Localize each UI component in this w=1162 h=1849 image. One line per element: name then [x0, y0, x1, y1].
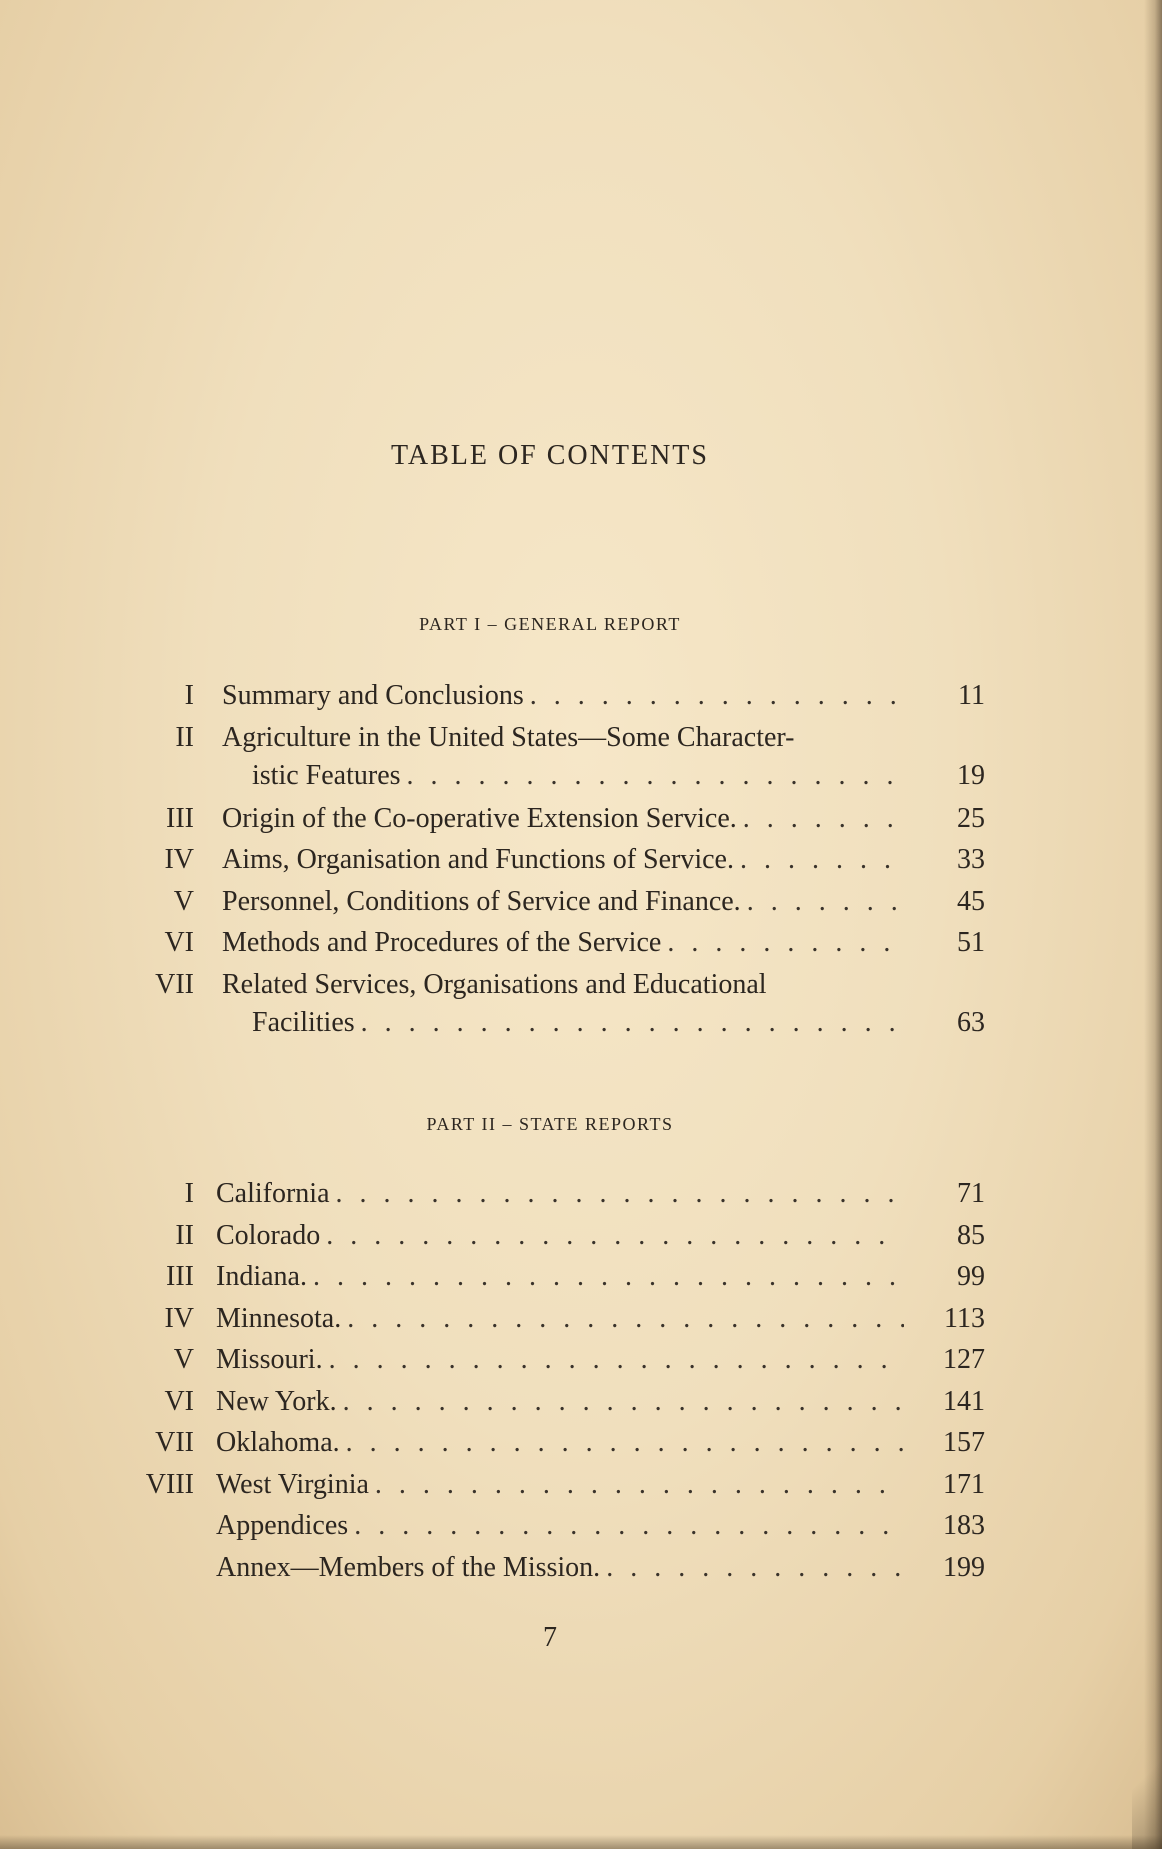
- page-number: 19: [957, 759, 985, 791]
- dot-leader: [743, 803, 904, 835]
- toc-entry[interactable]: [0, 844, 1162, 886]
- part1-heading: PART I – GENERAL REPORT: [419, 614, 681, 634]
- chapter-number: VI: [164, 1385, 194, 1417]
- page-number: 85: [957, 1219, 985, 1251]
- toc-entry[interactable]: [0, 1303, 1162, 1345]
- page-number: 71: [957, 1178, 985, 1209]
- chapter-number: I: [184, 680, 194, 711]
- chapter-title: Annex—Members of the Mission.: [216, 1551, 601, 1583]
- chapter-title: Origin of the Co-operative Extension Service.: [222, 802, 737, 834]
- dot-leader: [346, 1427, 904, 1459]
- page-number: 157: [943, 1427, 985, 1458]
- dot-leader: [530, 680, 904, 712]
- chapter-title: New York.: [216, 1385, 337, 1417]
- page-footer-number: 7: [543, 1622, 557, 1653]
- chapter-number: II: [175, 1219, 194, 1251]
- toc-entry[interactable]: [0, 969, 1162, 1050]
- toc-entry[interactable]: [0, 1178, 1162, 1220]
- chapter-title: Missouri.: [216, 1344, 323, 1375]
- page-number: 33: [957, 844, 985, 875]
- chapter-number: IV: [164, 1302, 194, 1334]
- dot-leader: [336, 1178, 904, 1210]
- chapter-title-line2: Facilities: [252, 1006, 355, 1038]
- page-number: 171: [943, 1468, 985, 1500]
- toc-entry[interactable]: [0, 680, 1162, 722]
- dot-leader: [407, 760, 904, 792]
- page-number: 127: [943, 1344, 985, 1375]
- part1-toc: [0, 680, 1162, 1050]
- dot-leader: [667, 927, 904, 959]
- page-number: 99: [957, 1261, 985, 1292]
- dot-leader: [326, 1220, 904, 1252]
- page-number: 11: [958, 680, 985, 711]
- chapter-title-line1: Agriculture in the United States—Some Character-: [222, 721, 795, 753]
- toc-entry[interactable]: [0, 886, 1162, 928]
- chapter-title: Methods and Procedures of the Service: [222, 927, 662, 958]
- dot-leader: [740, 844, 904, 876]
- toc-entry[interactable]: [0, 1552, 1162, 1594]
- dot-leader: [343, 1386, 904, 1418]
- part2-heading: PART II – STATE REPORTS: [426, 1114, 674, 1134]
- dot-leader: [313, 1261, 904, 1293]
- chapter-title: Colorado: [216, 1219, 321, 1251]
- page-corner-fold: [1132, 1729, 1162, 1849]
- chapter-title-line1: Related Services, Organisations and Educational: [222, 968, 767, 1000]
- part2-toc: [0, 1178, 1162, 1593]
- page-number: 51: [957, 927, 985, 958]
- toc-entry[interactable]: [0, 1386, 1162, 1428]
- page-title: TABLE OF CONTENTS: [391, 440, 709, 471]
- chapter-title: Aims, Organisation and Functions of Service.: [222, 844, 734, 875]
- toc-entry[interactable]: [0, 1344, 1162, 1386]
- dot-leader: [347, 1303, 904, 1335]
- dot-leader: [361, 1007, 904, 1039]
- dot-leader: [606, 1552, 904, 1584]
- dot-leader: [747, 886, 904, 918]
- chapter-number: IV: [164, 844, 194, 875]
- chapter-title: Personnel, Conditions of Service and Finance.: [222, 885, 741, 917]
- chapter-title: Minnesota.: [216, 1302, 342, 1334]
- page-number: 183: [943, 1510, 985, 1541]
- chapter-title: Oklahoma.: [216, 1427, 340, 1458]
- chapter-number: VIII: [145, 1468, 194, 1500]
- page-number: 141: [943, 1385, 985, 1417]
- dot-leader: [354, 1510, 904, 1542]
- chapter-title: California: [216, 1178, 330, 1209]
- chapter-title: Indiana.: [216, 1261, 307, 1292]
- dot-leader: [329, 1344, 904, 1376]
- dot-leader: [375, 1469, 904, 1501]
- toc-entry[interactable]: [0, 1261, 1162, 1303]
- chapter-number: III: [166, 1261, 194, 1292]
- page-number: 63: [957, 1006, 985, 1038]
- toc-entry[interactable]: [0, 1510, 1162, 1552]
- page-number: 25: [957, 802, 985, 834]
- chapter-number: VII: [155, 968, 194, 1000]
- page-bottom-edge: [0, 1835, 1162, 1849]
- chapter-title-line2: istic Features: [252, 759, 401, 791]
- toc-entry[interactable]: [0, 803, 1162, 845]
- chapter-number: III: [166, 802, 194, 834]
- chapter-number: VII: [155, 1427, 194, 1458]
- chapter-title: Appendices: [216, 1510, 349, 1541]
- chapter-title: Summary and Conclusions: [222, 680, 524, 711]
- toc-entry[interactable]: [0, 1220, 1162, 1262]
- chapter-number: I: [184, 1178, 194, 1209]
- toc-entry[interactable]: [0, 1469, 1162, 1511]
- page-number: 199: [943, 1551, 985, 1583]
- toc-entry[interactable]: [0, 927, 1162, 969]
- page-number: 45: [957, 885, 985, 917]
- chapter-number: V: [173, 885, 194, 917]
- chapter-number: VI: [164, 927, 194, 958]
- chapter-number: V: [173, 1344, 194, 1375]
- chapter-number: II: [175, 721, 194, 753]
- page-number: 113: [944, 1302, 985, 1334]
- chapter-title: West Virginia: [216, 1468, 369, 1500]
- toc-entry[interactable]: [0, 1427, 1162, 1469]
- toc-entry[interactable]: [0, 722, 1162, 803]
